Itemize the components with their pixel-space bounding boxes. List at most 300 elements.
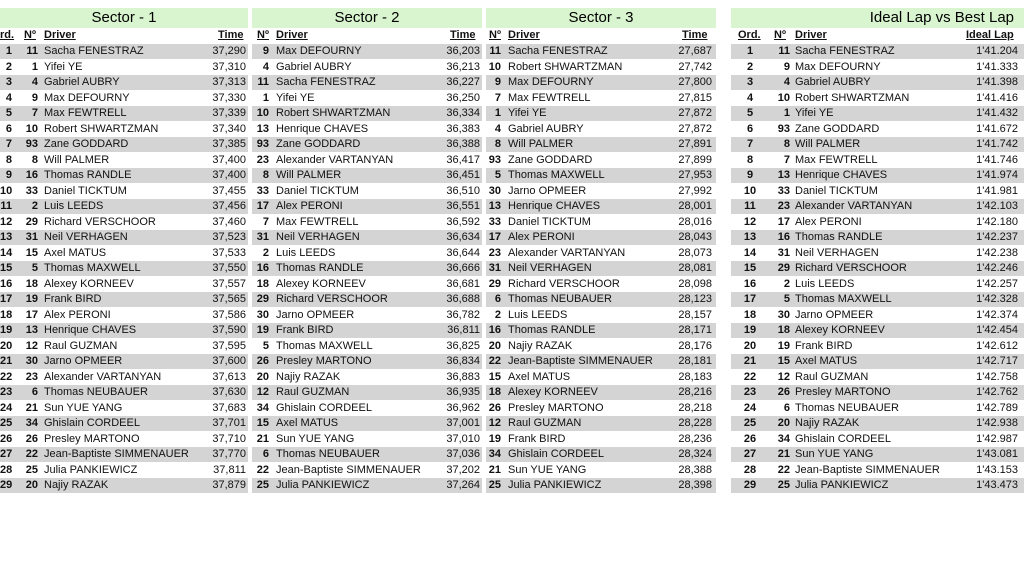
driver-cell: Yifei YE bbox=[508, 107, 547, 119]
ord-cell: 25 bbox=[743, 417, 757, 429]
driver-cell: Richard VERSCHOOR bbox=[795, 262, 907, 274]
driver-cell: Thomas RANDLE bbox=[795, 231, 883, 243]
ideal-time-cell: 1'41.974 bbox=[976, 169, 1018, 181]
num-cell: 9 bbox=[31, 91, 38, 104]
sector1-header: Sector - 1 bbox=[0, 8, 248, 28]
ideal-time-cell: 1'43.153 bbox=[976, 463, 1018, 476]
time-cell: 36,417 bbox=[446, 153, 480, 166]
driver-cell: Henrique CHAVES bbox=[508, 200, 601, 212]
ord-cell: 2 bbox=[5, 60, 12, 73]
ord-cell: 22 bbox=[0, 370, 13, 383]
num-cell: 17 bbox=[488, 231, 501, 243]
time-cell: 28,398 bbox=[678, 479, 712, 491]
driver-cell: Thomas MAXWELL bbox=[795, 293, 892, 305]
time-cell: 37,565 bbox=[212, 293, 246, 305]
ord-cell: 15 bbox=[0, 262, 13, 274]
ideal-time-cell: 1'41.672 bbox=[976, 122, 1018, 135]
time-cell: 37,557 bbox=[212, 277, 246, 290]
ideal-time-cell: 1'42.246 bbox=[976, 262, 1018, 274]
col-num-ideal: Nº bbox=[774, 29, 786, 41]
driver-cell: Max DEFOURNY bbox=[276, 45, 362, 57]
time-cell: 36,227 bbox=[446, 76, 480, 88]
num-cell: 11 bbox=[778, 45, 790, 57]
table-row bbox=[0, 370, 1024, 385]
num-cell: 20 bbox=[25, 479, 38, 491]
ord-cell: 16 bbox=[743, 277, 757, 290]
num-cell: 17 bbox=[25, 308, 38, 321]
ideal-time-cell: 1'41.981 bbox=[976, 184, 1018, 197]
table-row bbox=[0, 292, 1024, 307]
num-cell: 5 bbox=[262, 339, 269, 352]
ord-cell: 20 bbox=[0, 339, 13, 352]
driver-cell: Najiy RAZAK bbox=[276, 370, 341, 383]
driver-cell: Henrique CHAVES bbox=[276, 122, 369, 135]
time-cell: 36,962 bbox=[446, 401, 480, 414]
ord-cell: 13 bbox=[0, 231, 13, 243]
ord-cell: 29 bbox=[743, 479, 757, 491]
time-cell: 37,001 bbox=[446, 417, 480, 429]
table-row bbox=[0, 261, 1024, 276]
num-cell: 25 bbox=[488, 479, 501, 491]
num-cell: 20 bbox=[256, 370, 269, 383]
driver-cell: Max FEWTRELL bbox=[276, 215, 359, 228]
num-cell: 16 bbox=[488, 324, 501, 336]
num-cell: 4 bbox=[783, 76, 790, 88]
num-cell: 18 bbox=[25, 277, 38, 290]
driver-cell: Max DEFOURNY bbox=[44, 91, 130, 104]
ord-cell: 12 bbox=[0, 215, 13, 228]
driver-cell: Neil VERHAGEN bbox=[795, 246, 879, 259]
ord-cell: 2 bbox=[746, 60, 754, 73]
ord-cell: 4 bbox=[746, 91, 754, 104]
num-cell: 22 bbox=[25, 448, 38, 460]
num-cell: 4 bbox=[262, 60, 269, 73]
num-cell: 29 bbox=[256, 293, 269, 305]
num-cell: 25 bbox=[777, 479, 790, 491]
time-cell: 28,001 bbox=[678, 200, 712, 212]
driver-cell: Henrique CHAVES bbox=[44, 324, 137, 336]
time-cell: 28,218 bbox=[678, 401, 712, 414]
time-cell: 27,742 bbox=[678, 60, 712, 73]
ideal-time-cell: 1'42.257 bbox=[976, 277, 1018, 290]
table-row bbox=[0, 463, 1024, 478]
time-cell: 27,992 bbox=[678, 184, 712, 197]
driver-cell: Robert SHWARTZMAN bbox=[795, 91, 910, 104]
driver-cell: Sacha FENESTRAZ bbox=[276, 76, 376, 88]
time-cell: 28,181 bbox=[678, 355, 712, 367]
num-cell: 30 bbox=[488, 184, 501, 197]
col-num-s2: Nº bbox=[257, 29, 269, 41]
driver-cell: Gabriel AUBRY bbox=[44, 76, 120, 88]
ord-cell: 21 bbox=[0, 355, 13, 367]
num-cell: 25 bbox=[256, 479, 269, 491]
ord-cell: 14 bbox=[0, 246, 13, 259]
time-cell: 36,935 bbox=[446, 386, 480, 398]
driver-cell: Thomas RANDLE bbox=[508, 324, 596, 336]
num-cell: 2 bbox=[262, 246, 269, 259]
col-driver-ideal: Driver bbox=[795, 29, 827, 41]
driver-cell: Max DEFOURNY bbox=[795, 60, 881, 73]
ord-cell: 8 bbox=[746, 153, 754, 166]
driver-cell: Thomas MAXWELL bbox=[276, 339, 373, 352]
time-cell: 37,036 bbox=[446, 448, 480, 460]
col-time-s2: Time bbox=[450, 29, 476, 41]
num-cell: 10 bbox=[25, 122, 38, 135]
driver-cell: Jean-Baptiste SIMMENAUER bbox=[276, 463, 421, 476]
num-cell: 31 bbox=[488, 262, 501, 274]
driver-cell: Sacha FENESTRAZ bbox=[508, 45, 608, 57]
num-cell: 12 bbox=[25, 339, 38, 352]
col-driver-s3: Driver bbox=[508, 29, 540, 41]
time-cell: 36,811 bbox=[447, 324, 480, 336]
num-cell: 19 bbox=[256, 324, 269, 336]
time-cell: 36,681 bbox=[446, 277, 480, 290]
num-cell: 7 bbox=[31, 107, 38, 119]
col-ord: rd. bbox=[0, 29, 15, 41]
table-row bbox=[0, 432, 1024, 447]
time-cell: 36,634 bbox=[446, 231, 480, 243]
col-num-s3: Nº bbox=[489, 29, 501, 41]
time-cell: 37,523 bbox=[212, 231, 246, 243]
num-cell: 15 bbox=[25, 246, 38, 259]
table-row bbox=[0, 75, 1024, 90]
num-cell: 33 bbox=[25, 184, 38, 197]
time-cell: 37,770 bbox=[212, 448, 246, 460]
time-cell: 28,073 bbox=[678, 246, 712, 259]
time-cell: 37,550 bbox=[212, 262, 246, 274]
num-cell: 8 bbox=[31, 153, 38, 166]
num-cell: 19 bbox=[25, 293, 38, 305]
time-cell: 27,953 bbox=[678, 169, 712, 181]
ord-cell: 19 bbox=[0, 324, 13, 336]
ideal-time-cell: 1'42.238 bbox=[976, 246, 1018, 259]
time-cell: 37,340 bbox=[212, 122, 246, 135]
ideal-time-cell: 1'42.938 bbox=[976, 417, 1018, 429]
time-cell: 36,551 bbox=[446, 200, 480, 212]
driver-cell: Ghislain CORDEEL bbox=[44, 417, 140, 429]
num-cell: 12 bbox=[777, 370, 790, 383]
driver-cell: Daniel TICKTUM bbox=[276, 184, 359, 197]
num-cell: 30 bbox=[25, 355, 38, 367]
num-cell: 1 bbox=[494, 107, 501, 119]
table-row bbox=[0, 184, 1024, 199]
time-cell: 27,899 bbox=[678, 153, 712, 166]
num-cell: 26 bbox=[25, 432, 38, 445]
driver-cell: Luis LEEDS bbox=[795, 277, 855, 290]
ord-cell: 18 bbox=[0, 308, 13, 321]
driver-cell: Zane GODDARD bbox=[795, 122, 880, 135]
num-cell: 9 bbox=[262, 45, 269, 57]
num-cell: 26 bbox=[488, 401, 501, 414]
driver-cell: Alexander VARTANYAN bbox=[795, 200, 913, 212]
driver-cell: Sun YUE YANG bbox=[508, 463, 587, 476]
driver-cell: Zane GODDARD bbox=[44, 138, 129, 150]
ord-cell: 3 bbox=[5, 76, 12, 88]
num-cell: 93 bbox=[25, 138, 38, 150]
sector2-header: Sector - 2 bbox=[252, 8, 482, 28]
driver-cell: Alexey KORNEEV bbox=[44, 277, 134, 290]
ord-cell: 26 bbox=[0, 432, 13, 445]
time-cell: 37,710 bbox=[212, 432, 246, 445]
num-cell: 33 bbox=[256, 184, 269, 197]
num-cell: 34 bbox=[488, 448, 501, 460]
driver-cell: Jarno OPMEER bbox=[508, 184, 587, 197]
driver-cell: Daniel TICKTUM bbox=[508, 215, 591, 228]
driver-cell: Henrique CHAVES bbox=[795, 169, 888, 181]
driver-cell: Frank BIRD bbox=[276, 324, 334, 336]
table-row bbox=[0, 122, 1024, 137]
driver-cell: Robert SHWARTZMAN bbox=[44, 122, 159, 135]
num-cell: 4 bbox=[31, 76, 38, 88]
num-cell: 7 bbox=[494, 91, 501, 104]
time-cell: 37,400 bbox=[212, 169, 246, 181]
time-cell: 28,183 bbox=[678, 370, 712, 383]
ideal-time-cell: 1'42.762 bbox=[976, 386, 1018, 398]
ord-cell: 10 bbox=[0, 184, 13, 197]
time-cell: 37,455 bbox=[212, 184, 246, 197]
driver-cell: Frank BIRD bbox=[508, 432, 566, 445]
col-driver-s2: Driver bbox=[276, 29, 308, 41]
time-cell: 37,264 bbox=[446, 479, 480, 491]
ideal-time-cell: 1'42.717 bbox=[976, 355, 1018, 367]
num-cell: 29 bbox=[488, 277, 501, 290]
num-cell: 21 bbox=[25, 401, 38, 414]
driver-cell: Sacha FENESTRAZ bbox=[44, 45, 144, 57]
time-cell: 27,687 bbox=[678, 45, 712, 57]
time-cell: 28,171 bbox=[678, 324, 712, 336]
driver-cell: Axel MATUS bbox=[508, 370, 571, 383]
ord-cell: 7 bbox=[746, 138, 754, 150]
time-cell: 36,203 bbox=[446, 45, 480, 57]
driver-cell: Raul GUZMAN bbox=[508, 417, 582, 429]
ord-cell: 1 bbox=[5, 45, 12, 57]
time-cell: 27,800 bbox=[678, 76, 712, 88]
table-row bbox=[0, 447, 1024, 462]
ideal-time-cell: 1'42.612 bbox=[976, 339, 1018, 352]
driver-cell: Raul GUZMAN bbox=[276, 386, 350, 398]
driver-cell: Alex PERONI bbox=[44, 308, 111, 321]
num-cell: 21 bbox=[488, 463, 501, 476]
num-cell: 9 bbox=[783, 60, 790, 73]
driver-cell: Presley MARTONO bbox=[508, 401, 604, 414]
time-cell: 36,383 bbox=[446, 122, 480, 135]
driver-cell: Jarno OPMEER bbox=[44, 355, 123, 367]
driver-cell: Will PALMER bbox=[795, 138, 861, 150]
driver-cell: Presley MARTONO bbox=[44, 432, 140, 445]
table-row bbox=[0, 416, 1024, 431]
driver-cell: Yifei YE bbox=[44, 60, 83, 73]
num-cell: 34 bbox=[25, 417, 38, 429]
ord-cell: 14 bbox=[743, 246, 757, 259]
ord-cell: 5 bbox=[746, 107, 754, 119]
ord-cell: 23 bbox=[0, 386, 13, 398]
table-row bbox=[0, 401, 1024, 416]
driver-cell: Thomas NEUBAUER bbox=[276, 448, 380, 460]
driver-cell: Richard VERSCHOOR bbox=[508, 277, 620, 290]
driver-cell: Richard VERSCHOOR bbox=[44, 215, 156, 228]
driver-cell: Presley MARTONO bbox=[276, 355, 372, 367]
driver-cell: Zane GODDARD bbox=[508, 153, 593, 166]
driver-cell: Ghislain CORDEEL bbox=[508, 448, 604, 460]
ord-cell: 4 bbox=[5, 91, 12, 104]
driver-cell: Julia PANKIEWICZ bbox=[44, 463, 138, 476]
num-cell: 10 bbox=[256, 107, 269, 119]
time-cell: 36,644 bbox=[446, 246, 480, 259]
time-cell: 36,834 bbox=[446, 355, 480, 367]
ideal-time-cell: 1'41.742 bbox=[976, 138, 1018, 150]
driver-cell: Alexander VARTANYAN bbox=[44, 370, 162, 383]
time-cell: 28,043 bbox=[678, 231, 712, 243]
time-cell: 37,330 bbox=[212, 91, 246, 104]
time-cell: 28,228 bbox=[678, 417, 712, 429]
ideal-time-cell: 1'41.746 bbox=[976, 153, 1018, 166]
driver-cell: Robert SHWARTZMAN bbox=[508, 60, 623, 73]
driver-cell: Alexander VARTANYAN bbox=[508, 246, 626, 259]
num-cell: 5 bbox=[31, 262, 38, 274]
time-cell: 37,400 bbox=[212, 153, 246, 166]
num-cell: 93 bbox=[777, 122, 790, 135]
driver-cell: Presley MARTONO bbox=[795, 386, 891, 398]
num-cell: 23 bbox=[256, 153, 269, 166]
driver-cell: Neil VERHAGEN bbox=[508, 262, 592, 274]
ord-cell: 26 bbox=[743, 432, 757, 445]
driver-cell: Alexey KORNEEV bbox=[508, 386, 598, 398]
ord-cell: 20 bbox=[743, 339, 757, 352]
table-row bbox=[0, 277, 1024, 292]
col-ideal-lap: Ideal Lap bbox=[966, 29, 1014, 41]
time-cell: 37,701 bbox=[212, 417, 246, 429]
driver-cell: Jarno OPMEER bbox=[276, 308, 355, 321]
driver-cell: Jean-Baptiste SIMMENAUER bbox=[44, 448, 189, 460]
ideal-time-cell: 1'42.758 bbox=[976, 370, 1018, 383]
ord-cell: 23 bbox=[743, 386, 757, 398]
num-cell: 29 bbox=[777, 262, 790, 274]
ideal-time-cell: 1'42.237 bbox=[976, 231, 1018, 243]
table-row bbox=[0, 137, 1024, 152]
table-row bbox=[0, 44, 1024, 59]
num-cell: 9 bbox=[494, 76, 501, 88]
driver-cell: Raul GUZMAN bbox=[44, 339, 118, 352]
num-cell: 8 bbox=[494, 138, 501, 150]
driver-cell: Jarno OPMEER bbox=[795, 308, 874, 321]
num-cell: 22 bbox=[256, 463, 269, 476]
num-cell: 33 bbox=[488, 215, 501, 228]
ord-cell: 7 bbox=[5, 138, 12, 150]
time-cell: 37,586 bbox=[212, 308, 246, 321]
num-cell: 2 bbox=[31, 200, 38, 212]
num-cell: 21 bbox=[777, 448, 790, 460]
driver-cell: Frank BIRD bbox=[44, 293, 102, 305]
num-cell: 31 bbox=[777, 246, 790, 259]
num-cell: 31 bbox=[256, 231, 269, 243]
driver-cell: Thomas MAXWELL bbox=[508, 169, 605, 181]
ideal-time-cell: 1'41.333 bbox=[976, 60, 1018, 73]
driver-cell: Alexey KORNEEV bbox=[276, 277, 366, 290]
time-cell: 37,202 bbox=[446, 463, 480, 476]
driver-cell: Max FEWTRELL bbox=[508, 91, 591, 104]
table-row bbox=[0, 308, 1024, 323]
driver-cell: Sun YUE YANG bbox=[276, 432, 355, 445]
num-cell: 6 bbox=[31, 386, 38, 398]
num-cell: 2 bbox=[494, 308, 501, 321]
driver-cell: Sacha FENESTRAZ bbox=[795, 45, 895, 57]
ord-cell: 9 bbox=[746, 169, 754, 181]
column-headers bbox=[0, 29, 1024, 43]
time-cell: 36,334 bbox=[446, 107, 480, 119]
ord-cell: 13 bbox=[743, 231, 757, 243]
time-cell: 37,613 bbox=[212, 370, 246, 383]
time-cell: 37,385 bbox=[212, 138, 246, 150]
ord-cell: 19 bbox=[743, 324, 757, 336]
num-cell: 6 bbox=[494, 293, 501, 305]
ideal-time-cell: 1'41.204 bbox=[976, 45, 1018, 57]
num-cell: 16 bbox=[256, 262, 269, 274]
driver-cell: Alex PERONI bbox=[276, 200, 343, 212]
num-cell: 13 bbox=[488, 200, 501, 212]
sector3-header: Sector - 3 bbox=[486, 8, 716, 28]
num-cell: 20 bbox=[488, 339, 501, 352]
time-cell: 37,533 bbox=[212, 246, 246, 259]
driver-cell: Luis LEEDS bbox=[44, 200, 104, 212]
time-cell: 36,451 bbox=[446, 169, 480, 181]
num-cell: 18 bbox=[777, 324, 790, 336]
driver-cell: Max DEFOURNY bbox=[508, 76, 594, 88]
time-cell: 37,590 bbox=[212, 324, 246, 336]
ord-cell: 29 bbox=[0, 479, 13, 491]
ord-cell: 15 bbox=[743, 262, 757, 274]
time-cell: 28,098 bbox=[678, 277, 712, 290]
ord-cell: 21 bbox=[743, 355, 757, 367]
table-row bbox=[0, 339, 1024, 354]
table-row bbox=[0, 323, 1024, 338]
num-cell: 23 bbox=[25, 370, 38, 383]
table-row bbox=[0, 60, 1024, 75]
driver-cell: Jean-Baptiste SIMMENAUER bbox=[508, 355, 653, 367]
time-cell: 27,872 bbox=[678, 107, 712, 119]
driver-cell: Thomas NEUBAUER bbox=[508, 293, 612, 305]
num-cell: 16 bbox=[777, 231, 790, 243]
num-cell: 13 bbox=[256, 122, 269, 135]
driver-cell: Gabriel AUBRY bbox=[795, 76, 871, 88]
time-cell: 37,460 bbox=[212, 215, 246, 228]
driver-cell: Thomas NEUBAUER bbox=[44, 386, 148, 398]
num-cell: 33 bbox=[777, 184, 790, 197]
ideal-time-cell: 1'42.180 bbox=[976, 215, 1018, 228]
ord-cell: 27 bbox=[743, 448, 757, 460]
num-cell: 13 bbox=[25, 324, 38, 336]
time-cell: 36,782 bbox=[446, 308, 480, 321]
driver-cell: Gabriel AUBRY bbox=[276, 60, 352, 73]
time-cell: 36,666 bbox=[446, 262, 480, 274]
driver-cell: Ghislain CORDEEL bbox=[276, 401, 372, 414]
driver-cell: Thomas RANDLE bbox=[276, 262, 364, 274]
driver-cell: Zane GODDARD bbox=[276, 138, 361, 150]
col-time-s3: Time bbox=[682, 29, 708, 41]
time-cell: 37,630 bbox=[212, 386, 246, 398]
time-cell: 28,388 bbox=[678, 463, 712, 476]
num-cell: 34 bbox=[256, 401, 269, 414]
time-cell: 37,879 bbox=[212, 479, 246, 491]
driver-cell: Alexey KORNEEV bbox=[795, 324, 885, 336]
driver-cell: Raul GUZMAN bbox=[795, 370, 869, 383]
num-cell: 19 bbox=[777, 339, 790, 352]
ord-cell: 16 bbox=[0, 277, 13, 290]
table-row bbox=[0, 230, 1024, 245]
num-cell: 18 bbox=[256, 277, 269, 290]
ideal-header-text: Ideal Lap vs Best Lap bbox=[869, 9, 1014, 26]
ord-cell: 22 bbox=[743, 370, 757, 383]
time-cell: 37,339 bbox=[212, 107, 246, 119]
